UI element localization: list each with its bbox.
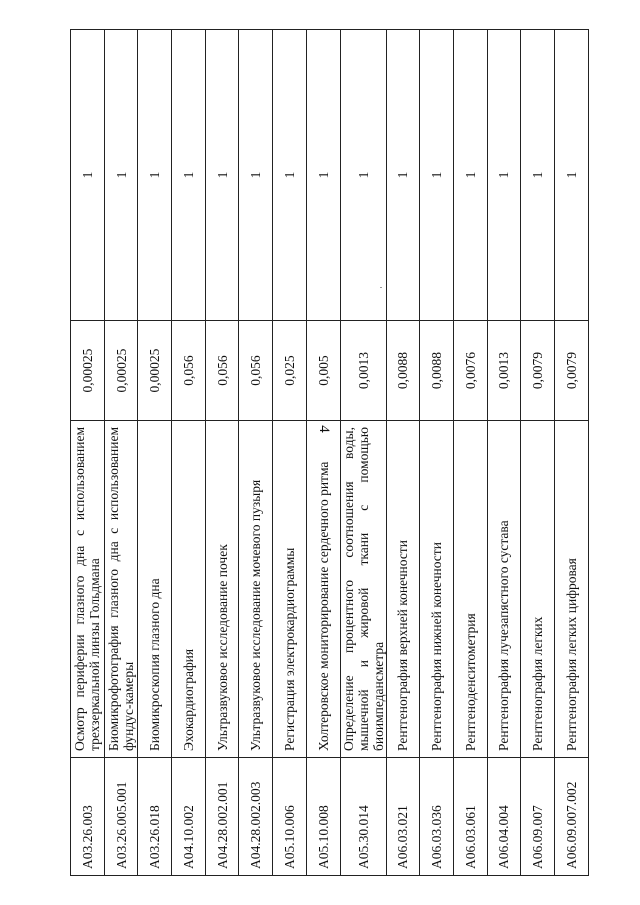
- service-name-cell: Эхокардиография: [172, 421, 206, 758]
- service-name-cell: Ультразвуковое исследование почек: [205, 421, 239, 758]
- code-cell: А04.28.002.003: [239, 758, 273, 876]
- service-name-cell: Рентгенография верхней конечности: [386, 421, 420, 758]
- multiplicity-cell: 1: [205, 30, 239, 321]
- multiplicity-cell: 1: [239, 30, 273, 321]
- service-name-cell: Рентгенография легких цифровая: [554, 421, 588, 758]
- service-name-cell: Осмотр периферии глазного дна с использованием трехзеркальной линзы Гольдмана: [71, 421, 105, 758]
- page-number: 4: [316, 425, 332, 433]
- service-name-cell: Определение процентного соотношения воды, мышечной и жировой ткани с помощью биоимпедансметра: [340, 421, 386, 758]
- rotated-table-container: [70, 30, 579, 876]
- table-row: [104, 30, 138, 876]
- code-cell: А04.10.002: [172, 758, 206, 876]
- service-name-cell: Биомикрофотография глазного дна с использованием фундус-камеры: [104, 421, 138, 758]
- frequency-cell: 0,00025: [71, 321, 105, 421]
- service-name-cell: Биомикроскопия глазного дна: [138, 421, 172, 758]
- table-row: [420, 30, 454, 876]
- code-cell: А06.03.061: [453, 758, 487, 876]
- frequency-cell: 0,00025: [104, 321, 138, 421]
- multiplicity-cell: 1: [104, 30, 138, 321]
- table-row: [386, 30, 420, 876]
- code-cell: А05.30.014: [340, 758, 386, 876]
- service-name-cell: Рентгенография легких: [521, 421, 555, 758]
- service-name-cell: Ультразвуковое исследование мочевого пузыря: [239, 421, 273, 758]
- service-name-cell: Рентгенография лучезапястного сустава: [487, 421, 521, 758]
- frequency-cell: 0,056: [239, 321, 273, 421]
- multiplicity-cell: 1: [521, 30, 555, 321]
- scan-speck: [380, 287, 382, 288]
- table-area: [70, 30, 579, 876]
- code-cell: А05.10.006: [273, 758, 307, 876]
- table-row: [306, 30, 340, 876]
- multiplicity-cell: 1: [554, 30, 588, 321]
- multiplicity-cell: 1: [71, 30, 105, 321]
- frequency-cell: 0,00025: [138, 321, 172, 421]
- multiplicity-cell: 1: [273, 30, 307, 321]
- code-cell: А06.03.036: [420, 758, 454, 876]
- table-row: [172, 30, 206, 876]
- code-cell: А04.28.002.001: [205, 758, 239, 876]
- frequency-cell: 0,056: [205, 321, 239, 421]
- multiplicity-cell: 1: [453, 30, 487, 321]
- service-name-cell: Рентгенография нижней конечности: [420, 421, 454, 758]
- frequency-cell: 0,0088: [420, 321, 454, 421]
- multiplicity-cell: 1: [172, 30, 206, 321]
- code-cell: А03.26.003: [71, 758, 105, 876]
- table-row: [554, 30, 588, 876]
- service-name-cell: Регистрация электрокардиограммы: [273, 421, 307, 758]
- frequency-cell: 0,0076: [453, 321, 487, 421]
- table-row: [205, 30, 239, 876]
- table-row: [239, 30, 273, 876]
- frequency-cell: 0,0013: [487, 321, 521, 421]
- multiplicity-cell: 1: [487, 30, 521, 321]
- frequency-cell: 0,0079: [554, 321, 588, 421]
- multiplicity-cell: 1: [306, 30, 340, 321]
- code-cell: А03.26.005.001: [104, 758, 138, 876]
- table-row: [273, 30, 307, 876]
- frequency-cell: 0,005: [306, 321, 340, 421]
- table-row: [521, 30, 555, 876]
- table-row: [138, 30, 172, 876]
- table-row: [487, 30, 521, 876]
- frequency-cell: 0,0088: [386, 321, 420, 421]
- frequency-cell: 0,025: [273, 321, 307, 421]
- code-cell: А05.10.008: [306, 758, 340, 876]
- multiplicity-cell: 1: [340, 30, 386, 321]
- frequency-cell: 0,056: [172, 321, 206, 421]
- frequency-cell: 0,0079: [521, 321, 555, 421]
- table-row: [453, 30, 487, 876]
- service-name-cell: Рентгеноденситометрия: [453, 421, 487, 758]
- code-cell: А06.09.007.002: [554, 758, 588, 876]
- frequency-cell: 0,0013: [340, 321, 386, 421]
- code-cell: А06.03.021: [386, 758, 420, 876]
- code-cell: А06.04.004: [487, 758, 521, 876]
- multiplicity-cell: 1: [386, 30, 420, 321]
- code-cell: А03.26.018: [138, 758, 172, 876]
- table-row: [71, 30, 105, 876]
- table-row: [340, 30, 386, 876]
- code-cell: А06.09.007: [521, 758, 555, 876]
- medical-services-table: [70, 29, 589, 876]
- multiplicity-cell: 1: [420, 30, 454, 321]
- service-name-cell: Холтеровское мониторирование сердечного ритма: [306, 421, 340, 758]
- table-body: [71, 30, 589, 876]
- multiplicity-cell: 1: [138, 30, 172, 321]
